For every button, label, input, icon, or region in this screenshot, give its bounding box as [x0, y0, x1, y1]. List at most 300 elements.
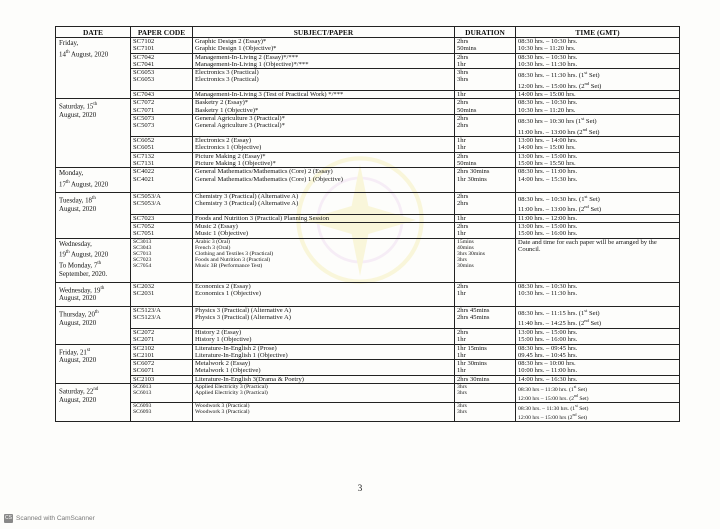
subject: Metalwork 2 (Essay) [195, 360, 251, 368]
paper-code: SC7071 [133, 106, 155, 114]
date-line: August, 2020 [59, 205, 97, 213]
subject-cell [193, 222, 455, 238]
paper-code: SC2072 [133, 328, 155, 336]
time: 08:30 hrs. – 11:00 hrs. [518, 168, 578, 176]
paper-code: SC2071 [133, 336, 155, 344]
date-cell [56, 168, 131, 192]
time: 14:00 hrs. – 15:30 hrs. [518, 175, 578, 183]
time: 08:30 hrs. – 10:30 hrs. [518, 282, 578, 290]
duration: 1hr [457, 91, 466, 99]
table-row [56, 115, 680, 137]
duration-cell [455, 91, 516, 99]
date-cell [56, 307, 131, 345]
subject: Woodwork 3 (Practical) [195, 409, 250, 416]
duration-cell [455, 384, 516, 403]
time-cell [516, 403, 680, 422]
duration-cell [455, 328, 516, 344]
subject: Woodwork 3 (Practical) [195, 403, 250, 410]
paper-code: SC7052 [133, 222, 155, 230]
duration: 2hrs [457, 199, 469, 207]
time-cell [516, 375, 680, 383]
duration-cell [455, 344, 516, 360]
subject-cell [193, 375, 455, 383]
subject: Management-In-Living 1 (Objective)*/*** [195, 60, 309, 68]
time: 15:00 hrs – 15:50 hrs. [518, 159, 576, 167]
camscanner-logo: CS [5, 515, 12, 521]
duration-cell [455, 238, 516, 282]
subject: Literature-In-English 1 (Objective) [195, 351, 288, 359]
paper-code: SC5053/A [133, 199, 161, 207]
paper-code: SC5123/A [133, 307, 161, 314]
date-line: Friday, [59, 40, 79, 47]
duration: 2hrs [457, 122, 469, 130]
paper-code: SC6053 [133, 69, 155, 77]
paper-code: SC2032 [133, 282, 155, 290]
paper-code-cell [131, 403, 193, 422]
duration: 1hr [457, 137, 466, 145]
paper-code-cell [131, 192, 193, 214]
date-cell [56, 384, 131, 422]
subject: Applied Electricity 3 (Practical) [195, 384, 268, 391]
paper-code: SC6053 [133, 76, 155, 84]
time: 08:30 hrs. – 11:30 hrs. (1st Set) [518, 403, 589, 412]
table-row [56, 214, 680, 222]
table-row [56, 282, 680, 306]
time-cell [516, 168, 680, 192]
paper-code-cell [131, 360, 193, 376]
paper-code-cell [131, 99, 193, 115]
time: 11:00 hrs. – 13:00 hrs. (2nd Set) [518, 204, 602, 214]
date-line: Wednesday, 19th [59, 285, 105, 294]
subject-cell [193, 137, 455, 153]
header-time: TIME (GMT) [516, 27, 680, 38]
paper-code: SC7102 [133, 38, 155, 45]
paper-code: SC7042 [133, 53, 155, 61]
time-cell [516, 69, 680, 91]
date-line: To Monday, 7th [59, 261, 102, 270]
subject: Electronics 1 (Objective) [195, 144, 262, 152]
duration: 2hrs 30mins [457, 168, 490, 176]
subject-cell [193, 384, 455, 403]
duration: 2hrs [457, 192, 469, 200]
subject: Basketry 2 (Essay)* [195, 99, 249, 107]
time-cell [516, 53, 680, 69]
duration: 2hrs 45mins [457, 307, 490, 314]
paper-code: SC6093 [133, 409, 152, 416]
time: 13:00 hrs. – 14:00 hrs. [518, 137, 578, 145]
duration-cell [455, 53, 516, 69]
duration: 2hrs [457, 115, 469, 123]
table-row [56, 53, 680, 69]
duration: 1hr [457, 214, 466, 222]
duration: 3hrs [457, 390, 467, 397]
time: 10:30 hrs – 11:20 hrs. [518, 45, 576, 53]
scanner-text: Scanned with CamScanner [16, 515, 95, 522]
table-row [56, 99, 680, 115]
time: 10:30 hrs. – 11:30 hrs. [518, 60, 578, 68]
time: 13:00 hrs. – 15:00 hrs. [518, 222, 578, 230]
time-cell [516, 222, 680, 238]
paper-code-cell [131, 375, 193, 383]
duration-cell [455, 152, 516, 168]
time: 13:00 hrs. – 15:00 hrs. [518, 152, 578, 160]
duration: 1hr [457, 336, 466, 344]
subject: History 2 (Essay) [195, 328, 242, 336]
subject: Applied Electricity 3 (Practical) [195, 390, 268, 397]
table-row [56, 192, 680, 214]
time: 13:00 hrs. – 15:00 hrs. [518, 328, 578, 336]
paper-code: SC5073 [133, 115, 155, 123]
table-row [56, 328, 680, 344]
table-row [56, 152, 680, 168]
duration-cell [455, 115, 516, 137]
subject-cell [193, 238, 455, 282]
duration: 50mins [457, 159, 477, 167]
paper-code: SC6072 [133, 360, 155, 368]
duration-cell [455, 222, 516, 238]
scanner-watermark [4, 514, 95, 523]
subject: Foods and Nutrition 3 (Practical) [195, 256, 271, 263]
time: 08:30 hrs. – 11:30 hrs. (1st Set) [518, 70, 600, 80]
subject: Picture Making 1 (Objective)* [195, 159, 276, 167]
subject: General Agriculture 3 (Practical)* [195, 122, 285, 130]
paper-code: SC7132 [133, 152, 155, 160]
duration: 2hrs [457, 222, 469, 230]
arrangement-note: Date and time for each paper will be arranged by the Council. [516, 238, 680, 282]
paper-code: SC4022 [133, 168, 155, 176]
duration-cell [455, 168, 516, 192]
paper-code: SC4021 [133, 175, 155, 183]
paper-code: SC7041 [133, 60, 155, 68]
page-number: 3 [357, 483, 363, 493]
duration: 50mins [457, 106, 477, 114]
duration: 1hr [457, 289, 466, 297]
duration: 2hrs 30mins [457, 375, 490, 383]
subject: General Mathematics/Mathematics (Core) 2 (Essay) [195, 168, 333, 176]
subject-cell [193, 403, 455, 422]
time: 08:30 hrs – 10:00 hrs. [518, 360, 576, 368]
duration-cell [455, 99, 516, 115]
duration: 1hr 15mins [457, 344, 487, 352]
date-cell [56, 344, 131, 383]
header-date: DATE [56, 27, 131, 38]
table-row [56, 307, 680, 329]
subject-cell [193, 168, 455, 192]
duration: 1hr 30mins [457, 360, 487, 368]
date-line: 19th August, 2020 [59, 250, 109, 259]
subject: History 1 (Objective) [195, 336, 252, 344]
duration: 2hrs [457, 53, 469, 61]
duration-cell [455, 192, 516, 214]
table-row [56, 344, 680, 360]
time: 14:00 hrs – 15:00 hrs. [518, 144, 576, 152]
duration-cell [455, 69, 516, 91]
time-cell [516, 192, 680, 214]
time: 10:30 hrs – 11:20 hrs. [518, 106, 576, 114]
subject: General Mathematics/Mathematics (Core) 1 (Objective) [195, 175, 343, 183]
table-row [56, 222, 680, 238]
duration-cell [455, 403, 516, 422]
paper-code-cell [131, 152, 193, 168]
table-row [56, 137, 680, 153]
duration: 3hrs [457, 69, 469, 77]
header-paper-code: PAPER CODE [131, 27, 193, 38]
table-row [56, 168, 680, 192]
subject: Foods and Nutrition 3 (Practical) Planning Session [195, 214, 330, 222]
time: 08:30 hrs. – 10:30 hrs. [518, 99, 578, 107]
date-line: September, 2020. [59, 270, 108, 278]
duration: 2hrs 45mins [457, 314, 490, 322]
time: 14:00 hrs. – 16:30 hrs. [518, 375, 578, 383]
date-cell [56, 99, 131, 168]
duration: 1hr [457, 144, 466, 152]
duration-cell [455, 307, 516, 329]
subject: French 3 (Oral) [195, 244, 231, 251]
table-row [56, 360, 680, 376]
subject-cell [193, 328, 455, 344]
duration: 1hr [457, 351, 466, 359]
duration: 2hrs [457, 328, 469, 336]
subject-cell [193, 307, 455, 329]
time-cell [516, 91, 680, 99]
paper-code: SC6093 [133, 403, 152, 410]
subject-cell [193, 99, 455, 115]
subject-cell [193, 53, 455, 69]
duration-cell [455, 137, 516, 153]
header-duration: DURATION [455, 27, 516, 38]
subject-cell [193, 192, 455, 214]
paper-code: SC7043 [133, 91, 155, 99]
time: 08:30 hrs. – 10:30 hrs. [518, 53, 578, 61]
paper-code-cell [131, 384, 193, 403]
duration: 3hrs [457, 256, 467, 263]
subject: Electronics 2 (Essay) [195, 137, 252, 145]
date-line: Saturday, 15th [59, 102, 98, 111]
duration: 2hrs [457, 38, 469, 45]
time: 11:40 hrs. – 14:25 hrs. (2nd Set) [518, 318, 602, 328]
paper-code: SC3043 [133, 244, 152, 251]
duration: 1hr 30mins [457, 175, 487, 183]
time: 08:30 hrs. – 10:30 hrs. (1st Set) [518, 193, 600, 203]
date-line: Thursday, 20th [59, 310, 99, 319]
time-cell [516, 344, 680, 360]
paper-code: SC7023 [133, 256, 152, 263]
time: 10:30 hrs. – 11:30 hrs. [518, 289, 578, 297]
time-cell [516, 328, 680, 344]
subject: Basketry 1 (Objective)* [195, 106, 259, 114]
paper-code-cell [131, 282, 193, 306]
time-cell [516, 115, 680, 137]
subject-cell [193, 214, 455, 222]
duration: 2hrs [457, 99, 469, 107]
time-cell [516, 384, 680, 403]
paper-code-cell [131, 168, 193, 192]
duration: 3hrs [457, 384, 467, 391]
subject: Music 2 (Essay) [195, 222, 238, 230]
paper-code: SC2031 [133, 289, 155, 297]
table-row [56, 375, 680, 383]
time: 11:00 hrs. – 12:00 hrs. [518, 214, 578, 222]
time: 08:30 hrs. – 10:30 hrs. [518, 38, 578, 45]
subject: Graphic Design 1 (Objective)* [195, 45, 277, 53]
subject: Literature-In-English 2 (Prose) [195, 344, 277, 352]
subject: Picture Making 2 (Essay)* [195, 152, 266, 160]
duration: 30mins [457, 262, 474, 269]
time: 12:00 hrs – 15:00 hrs. (2nd Set) [518, 393, 589, 402]
paper-code-cell [131, 222, 193, 238]
time: 08:30 hrs. – 09:45 hrs. [518, 344, 578, 352]
date-line: August, 2020 [59, 319, 97, 327]
timetable [55, 26, 680, 422]
date-line: 17th August, 2020 [59, 179, 109, 189]
duration: 2hrs [457, 282, 469, 290]
timetable-body [56, 38, 680, 422]
subject-cell [193, 282, 455, 306]
paper-code: SC2102 [133, 344, 155, 352]
date-line: August, 2020 [59, 112, 97, 120]
subject-cell [193, 115, 455, 137]
date-line: Wednesday, [59, 240, 92, 248]
date-line: Friday, 21st [59, 347, 91, 356]
paper-code: SC7131 [133, 159, 155, 167]
duration: 3hrs [457, 403, 467, 410]
subject-cell [193, 360, 455, 376]
subject: Arabic 3 (Oral) [195, 238, 231, 245]
paper-code-cell [131, 69, 193, 91]
time-cell [516, 360, 680, 376]
paper-code: SC6052 [133, 137, 155, 145]
table-row [56, 238, 680, 282]
paper-code: SC5073 [133, 122, 155, 130]
subject: Literature-In-English 3(Drama & Poetry) [195, 375, 304, 383]
time: 09.45 hrs. – 10:45 hrs. [518, 351, 578, 359]
time: 12:00 hrs. – 15:00 hrs. (2nd Set) [518, 80, 602, 90]
subject-cell [193, 344, 455, 360]
subject: Music 3B (Performance Test) [195, 262, 263, 269]
time-cell [516, 282, 680, 306]
duration-cell [455, 360, 516, 376]
subject: Metalwork 1 (Objective) [195, 367, 261, 375]
subject: Physics 3 (Practical) (Alternative A) [195, 307, 291, 314]
paper-code: SC5053/A [133, 192, 161, 200]
time-cell [516, 137, 680, 153]
table-row [56, 38, 680, 54]
paper-code-cell [131, 91, 193, 99]
duration: 1hr [457, 60, 466, 68]
paper-code: SC6013 [133, 390, 152, 397]
time-cell [516, 99, 680, 115]
header-row [56, 27, 680, 38]
paper-code: SC7072 [133, 99, 155, 107]
time: 08:30 hrs. – 11:15 hrs. (1st Set) [518, 308, 600, 318]
time-cell [516, 214, 680, 222]
subject: Music 1 (Objective) [195, 230, 249, 238]
paper-code: SC2103 [133, 375, 155, 383]
duration: 3hrs [457, 76, 469, 84]
time: 10:00 hrs. – 11:00 hrs. [518, 367, 578, 375]
duration-cell [455, 282, 516, 306]
subject: Management-In-Living 3 (Test of Practical Work) */*** [195, 91, 344, 99]
subject: General Agriculture 3 (Practical)* [195, 115, 285, 123]
paper-code: SC7013 [133, 250, 152, 257]
table-row [56, 69, 680, 91]
duration-cell [455, 38, 516, 54]
paper-code: SC6071 [133, 367, 155, 375]
header-subject: SUBJECT/PAPER [193, 27, 455, 38]
paper-code-cell [131, 238, 193, 282]
paper-code-cell [131, 115, 193, 137]
date-cell [56, 238, 131, 282]
date-line: Monday, [59, 170, 84, 178]
subject: Clothing and Textiles 3 (Practical) [195, 250, 274, 257]
paper-code-cell [131, 53, 193, 69]
time-cell [516, 307, 680, 329]
paper-code: SC6051 [133, 144, 155, 152]
paper-code-cell [131, 214, 193, 222]
time: 08:30 hrs – 11:30 hrs. (1st Set) [518, 384, 587, 393]
subject: Economics 2 (Essay) [195, 282, 251, 290]
subject: Chemistry 3 (Practical) (Alternative A) [195, 192, 299, 200]
duration: 1hr [457, 230, 466, 238]
time: 11:00 hrs. – 13:00 hrs (2nd Set) [518, 126, 600, 136]
paper-code-cell [131, 38, 193, 54]
subject: Management-In-Living 2 (Essay)*/*** [195, 53, 299, 61]
date-cell [56, 38, 131, 99]
date-cell [56, 192, 131, 238]
date-line: August, 2020 [59, 396, 97, 404]
date-line: 14th August, 2020 [59, 49, 109, 58]
subject: Graphic Design 2 (Essay)* [195, 38, 267, 45]
time: 12:00 hrs – 15:00 hrs (2nd Set) [518, 412, 588, 421]
date-line: Tuesday, 18th [59, 195, 96, 204]
duration: 50mins [457, 45, 477, 53]
paper-code-cell [131, 344, 193, 360]
date-line: Saturday, 22nd [59, 387, 99, 396]
time-cell [516, 38, 680, 54]
paper-code: SC7023 [133, 214, 155, 222]
subject: Economics 1 (Objective) [195, 289, 261, 297]
time: 15:00 hrs. – 16:00 hrs. [518, 230, 578, 238]
paper-code: SC6013 [133, 384, 152, 391]
duration: 40mins [457, 244, 474, 251]
duration-cell [455, 375, 516, 383]
paper-code: SC7101 [133, 45, 155, 53]
date-line: August, 2020 [59, 357, 97, 365]
subject-cell [193, 38, 455, 54]
duration: 15mins [457, 238, 474, 245]
paper-code: SC7051 [133, 230, 155, 238]
subject: Chemistry 3 (Practical) (Alternative A) [195, 199, 299, 207]
subject-cell [193, 152, 455, 168]
paper-code: SC3013 [133, 238, 152, 245]
paper-code: SC5123/A [133, 314, 161, 322]
paper-code-cell [131, 307, 193, 329]
paper-code-cell [131, 137, 193, 153]
table-row [56, 91, 680, 99]
paper-code: SC7054 [133, 262, 152, 269]
paper-code: SC2101 [133, 351, 155, 359]
time: 14:00 hrs – 15:00 hrs. [518, 91, 576, 99]
time: 15:00 hrs. – 16:00 hrs. [518, 336, 578, 344]
time: 08:30 hrs – 10:30 hrs (1st Set) [518, 116, 597, 126]
subject: Electronics 3 (Practical) [195, 76, 259, 84]
date-cell [56, 282, 131, 306]
duration: 2hrs [457, 152, 469, 160]
time-cell [516, 152, 680, 168]
duration-cell [455, 214, 516, 222]
subject-cell [193, 91, 455, 99]
table-row [56, 403, 680, 422]
